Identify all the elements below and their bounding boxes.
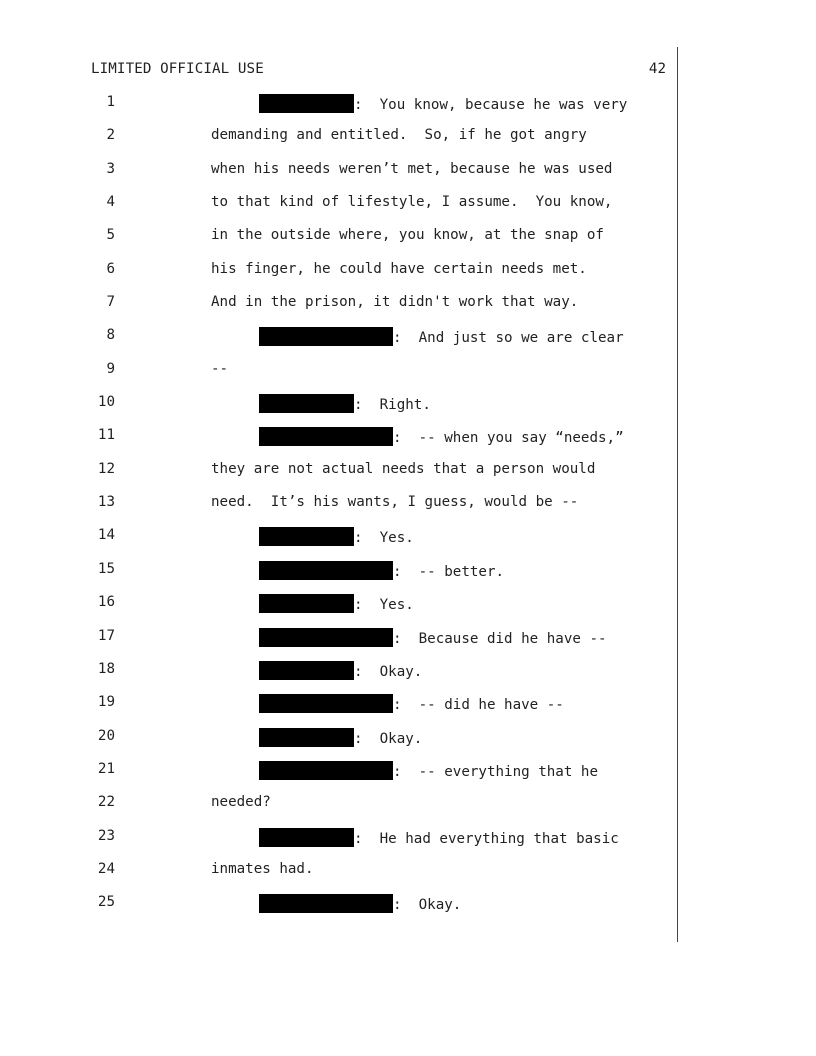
- redaction-bar: [259, 394, 354, 413]
- transcript-line: [0, 787, 816, 820]
- redaction-bar: [259, 894, 393, 913]
- line-number: 20: [97, 727, 115, 744]
- continuation-line: [211, 227, 604, 243]
- transcript-line: [0, 654, 816, 687]
- line-number: 18: [97, 660, 115, 677]
- line-text: : -- everything that he: [393, 763, 598, 780]
- line-text: demanding and entitled. So, if he got angry: [211, 127, 587, 144]
- line-number: 7: [106, 294, 115, 311]
- speaker-line: [259, 661, 422, 680]
- line-number: 24: [97, 860, 115, 877]
- line-number: 16: [97, 594, 115, 611]
- line-number: 15: [97, 560, 115, 577]
- line-text: : Okay.: [354, 663, 423, 680]
- line-number: 25: [97, 894, 115, 911]
- line-number: 1: [106, 94, 115, 110]
- line-text: when his needs weren’t met, because he was used: [211, 160, 613, 177]
- transcript-line: [0, 854, 816, 887]
- redaction-bar: [259, 628, 393, 647]
- line-text: : Yes.: [354, 597, 414, 614]
- line-text: : Because did he have --: [393, 630, 607, 647]
- continuation-line: [211, 494, 578, 510]
- line-text: : Yes.: [354, 530, 414, 547]
- line-text: : He had everything that basic: [354, 830, 619, 847]
- line-number: 23: [97, 827, 115, 844]
- transcript-line: [0, 454, 816, 487]
- redaction-bar: [259, 327, 393, 346]
- speaker-line: [259, 628, 607, 647]
- line-text: And in the prison, it didn't work that way.: [211, 294, 579, 311]
- speaker-line: [259, 561, 504, 580]
- transcript-line: [0, 587, 816, 620]
- line-number: 6: [106, 260, 115, 277]
- line-text: his finger, he could have certain needs met.: [211, 260, 587, 277]
- transcript-line: [0, 621, 816, 654]
- line-text: : -- when you say “needs,”: [393, 430, 624, 447]
- speaker-line: [259, 828, 619, 847]
- redaction-bar: [259, 828, 354, 847]
- speaker-line: [259, 594, 414, 613]
- line-number: 22: [97, 794, 115, 811]
- continuation-line: [211, 361, 228, 377]
- redaction-bar: [259, 661, 354, 680]
- line-text: : Okay.: [354, 730, 423, 747]
- classification-header: LIMITED OFFICIAL USE: [91, 61, 264, 77]
- line-text: inmates had.: [211, 860, 314, 877]
- redaction-bar: [259, 728, 354, 747]
- transcript-line: [0, 120, 816, 153]
- transcript-line: [0, 420, 816, 453]
- line-text: they are not actual needs that a person would: [211, 460, 596, 477]
- redaction-bar: [259, 427, 393, 446]
- line-text: needed?: [211, 794, 271, 811]
- line-text: --: [211, 360, 229, 377]
- continuation-line: [211, 261, 587, 277]
- line-number: 19: [97, 694, 115, 711]
- line-number: 8: [106, 327, 115, 344]
- redaction-bar: [259, 594, 354, 613]
- line-number: 17: [97, 627, 115, 644]
- transcript-line: [0, 287, 816, 320]
- transcript-line: [0, 821, 816, 854]
- redaction-bar: [259, 561, 393, 580]
- transcript-line: [0, 721, 816, 754]
- continuation-line: [211, 194, 612, 210]
- line-text: in the outside where, you know, at the snap of: [211, 227, 604, 244]
- transcript-line: [0, 320, 816, 353]
- transcript-line: [0, 354, 816, 387]
- speaker-line: [259, 427, 624, 446]
- line-number: 14: [97, 527, 115, 544]
- continuation-line: [211, 461, 595, 477]
- speaker-line: [259, 694, 564, 713]
- transcript-lines: [0, 87, 816, 921]
- line-number: 12: [97, 460, 115, 477]
- line-number: 2: [106, 127, 115, 144]
- line-text: need. It’s his wants, I guess, would be --: [211, 494, 579, 511]
- speaker-line: [259, 327, 624, 346]
- speaker-line: [259, 761, 598, 780]
- continuation-line: [211, 161, 612, 177]
- line-text: : Okay.: [393, 897, 462, 914]
- line-number: 3: [106, 160, 115, 177]
- line-number: 10: [97, 394, 115, 411]
- transcript-line: [0, 887, 816, 920]
- transcript-line: [0, 687, 816, 720]
- line-text: : Right.: [354, 397, 431, 414]
- transcript-line: [0, 87, 816, 120]
- transcript-line: [0, 520, 816, 553]
- speaker-line: [259, 94, 627, 113]
- line-text: : And just so we are clear: [393, 330, 624, 347]
- line-number: 4: [106, 194, 115, 211]
- transcript-line: [0, 154, 816, 187]
- page-number: 42: [648, 61, 666, 77]
- transcript-line: [0, 187, 816, 220]
- line-text: : You know, because he was very: [354, 97, 628, 113]
- redaction-bar: [259, 94, 354, 113]
- line-number: 9: [106, 360, 115, 377]
- transcript-line: [0, 754, 816, 787]
- speaker-line: [259, 894, 461, 913]
- line-number: 11: [97, 427, 115, 444]
- continuation-line: [211, 127, 587, 143]
- redaction-bar: [259, 761, 393, 780]
- line-text: to that kind of lifestyle, I assume. You know,: [211, 194, 613, 211]
- speaker-line: [259, 527, 414, 546]
- speaker-line: [259, 394, 431, 413]
- line-text: : -- did he have --: [393, 697, 564, 714]
- transcript-line: [0, 387, 816, 420]
- transcript-line: [0, 254, 816, 287]
- redaction-bar: [259, 527, 354, 546]
- continuation-line: [211, 861, 314, 877]
- line-number: 5: [106, 227, 115, 244]
- speaker-line: [259, 728, 422, 747]
- line-number: 21: [97, 760, 115, 777]
- line-text: : -- better.: [393, 563, 505, 580]
- transcript-line: [0, 554, 816, 587]
- continuation-line: [211, 794, 271, 810]
- transcript-line: [0, 220, 816, 253]
- redaction-bar: [259, 694, 393, 713]
- continuation-line: [211, 294, 578, 310]
- line-number: 13: [97, 494, 115, 511]
- transcript-line: [0, 487, 816, 520]
